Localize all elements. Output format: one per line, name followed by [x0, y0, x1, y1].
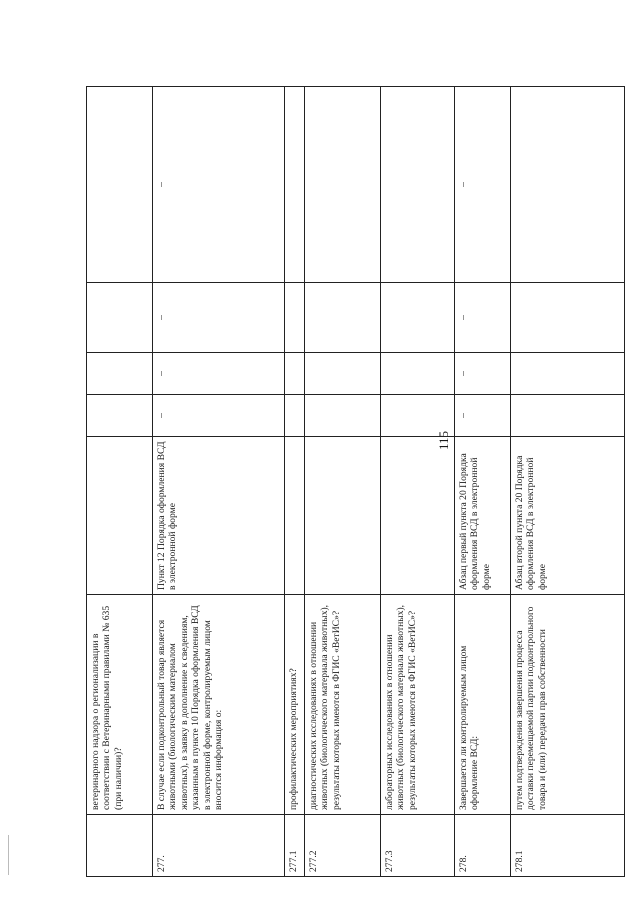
answer-na-cell: [305, 283, 381, 353]
question-cell: путем подтверждения завершения процесса доставки перемещаемой партии подконтрольного товара и (или) передачи прав собственности: [511, 595, 625, 815]
row-number: 277.1: [285, 815, 305, 877]
note-cell: –: [455, 87, 511, 283]
table-row: [87, 87, 153, 877]
answer-yes-cell: [87, 395, 153, 437]
answer-no-cell: –: [455, 353, 511, 395]
question-cell: ветеринарного надзора о регионализации в соответствии с Ветеринарными правилами № 635 (при наличии)?: [87, 595, 153, 815]
answer-yes-cell: [511, 395, 625, 437]
answer-yes-cell: [305, 395, 381, 437]
answer-na-cell: [285, 283, 305, 353]
row-number: 278.: [455, 815, 511, 877]
rotated-table-container: [86, 87, 624, 877]
table-row: [305, 87, 381, 877]
reference-cell: [381, 437, 455, 595]
scan-edge-mark: [8, 835, 9, 875]
note-cell: [381, 87, 455, 283]
answer-no-cell: [511, 353, 625, 395]
question-cell: диагностических исследованиях в отношении животных (биологического материала животных), результаты которых имеются в ФГИС «ВетИС»?: [305, 595, 381, 815]
table-row: [381, 87, 455, 877]
question-cell: лабораторных исследованиях в отношении животных (биологического материала животных), результаты которых имеются в ФГИС «ВетИС»?: [381, 595, 455, 815]
answer-na-cell: –: [153, 283, 285, 353]
reference-cell: [285, 437, 305, 595]
answer-na-cell: [511, 283, 625, 353]
answer-na-cell: –: [455, 283, 511, 353]
answer-no-cell: –: [153, 353, 285, 395]
note-cell: –: [153, 87, 285, 283]
row-number: 277.2: [305, 815, 381, 877]
answer-yes-cell: –: [455, 395, 511, 437]
reference-cell: Абзац первый пункта 20 Порядка оформления ВСД в электронной форме: [455, 437, 511, 595]
note-cell: [285, 87, 305, 283]
reference-cell: Абзац второй пункта 20 Порядка оформления ВСД в электронной форме: [511, 437, 625, 595]
question-cell: В случае если подконтрольный товар является животными (биологическим материалом животных), в заявку в дополнение к сведениям, указанным в пункте 10 Порядка оформления ВСД в электронной форме, контролируемым лицом вносится информация о:: [153, 595, 285, 815]
question-cell: Завершается ли контролируемым лицом оформление ВСД:: [455, 595, 511, 815]
reference-cell: Пункт 12 Порядка оформления ВСД в электронной форме: [153, 437, 285, 595]
row-number: [87, 815, 153, 877]
answer-yes-cell: [285, 395, 305, 437]
answer-no-cell: [305, 353, 381, 395]
row-number: 277.: [153, 815, 285, 877]
answer-no-cell: [285, 353, 305, 395]
row-number: 277.3: [381, 815, 455, 877]
answer-yes-cell: –: [153, 395, 285, 437]
page-number: 115: [436, 430, 451, 450]
note-cell: [305, 87, 381, 283]
question-cell: профилактических мероприятиях?: [285, 595, 305, 815]
answer-na-cell: [381, 283, 455, 353]
table-row: [511, 87, 625, 877]
answer-na-cell: [87, 283, 153, 353]
note-cell: [511, 87, 625, 283]
table-row: [285, 87, 305, 877]
answer-no-cell: [381, 353, 455, 395]
row-number: 278.1: [511, 815, 625, 877]
note-cell: [87, 87, 153, 283]
reference-cell: [305, 437, 381, 595]
table-row: [153, 87, 285, 877]
checklist-table: [86, 86, 625, 877]
answer-yes-cell: [381, 395, 455, 437]
table-row: [455, 87, 511, 877]
answer-no-cell: [87, 353, 153, 395]
reference-cell: [87, 437, 153, 595]
